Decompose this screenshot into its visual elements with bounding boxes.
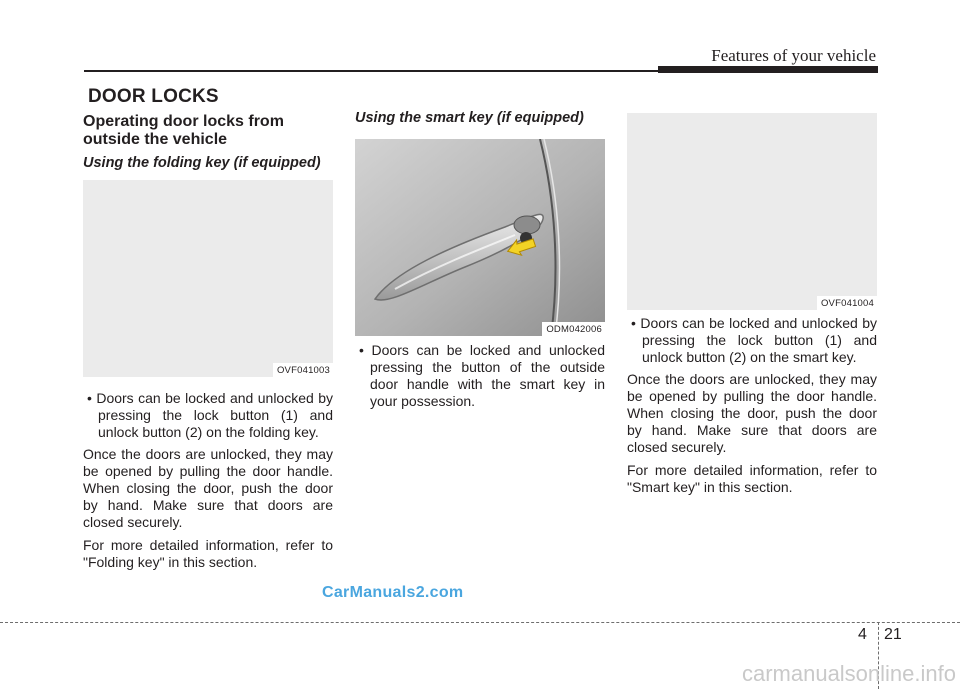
heading-operating-door-locks: Operating door locks from outside the vehicle bbox=[83, 113, 284, 148]
column-smart-key-buttons bbox=[627, 113, 877, 502]
subheading-folding-key: Using the folding key (if equipped) bbox=[83, 155, 321, 171]
paragraph-unlock-info: Once the doors are unlocked, they may be opened by pulling the door handle. When closing the door, push the door by hand. Make sure that doors are closed securely. bbox=[627, 371, 877, 455]
subheading-smart-key: Using the smart key (if equipped) bbox=[355, 110, 584, 126]
page-header-title: Features of your vehicle bbox=[711, 46, 876, 65]
door-handle-image bbox=[355, 139, 605, 336]
bullet-text: Doors can be locked and unlocked by pressing the lock button (1) and unlock button (2) on the smart key. bbox=[640, 315, 877, 365]
column-smart-key bbox=[355, 110, 605, 415]
paragraph-unlock-info: Once the doors are unlocked, they may be opened by pulling the door handle. When closing the door, push the door by hand. Make sure that doors are closed securely. bbox=[83, 446, 333, 530]
paragraph-refer: For more detailed information, refer to "Smart key" in this section. bbox=[627, 462, 877, 495]
image-label: OVF041004 bbox=[817, 296, 877, 310]
footer-rule bbox=[0, 622, 960, 623]
watermark-link[interactable]: CarManuals2.com bbox=[322, 584, 464, 601]
bullet-folding-key: • Doors can be locked and unlocked by pressing the lock button (1) and unlock button (2) on the folding key. bbox=[87, 390, 333, 440]
header-rule-accent bbox=[658, 66, 878, 73]
image-label: OVF041003 bbox=[273, 363, 333, 377]
header-rule bbox=[84, 70, 660, 72]
bullet-text: Doors can be locked and unlocked by pressing the lock button (1) and unlock button (2) on the folding key. bbox=[96, 390, 333, 440]
paragraph-refer: For more detailed information, refer to "Folding key" in this section. bbox=[83, 537, 333, 570]
smart-key-image bbox=[627, 113, 877, 310]
bullet-text: Doors can be locked and unlocked pressing the button of the outside door handle with the smart key in your possession. bbox=[370, 342, 605, 409]
image-label: ODM042006 bbox=[542, 322, 605, 336]
chapter-number: 4 bbox=[858, 626, 867, 643]
door-handle-illustration bbox=[355, 139, 605, 336]
column-folding-key bbox=[83, 113, 333, 577]
bullet-smart-key-buttons: • Doors can be locked and unlocked by pressing the lock button (1) and unlock button (2) on the smart key. bbox=[631, 315, 877, 365]
bullet-smart-key-handle: • Doors can be locked and unlocked pressing the button of the outside door handle with the smart key in your possession. bbox=[359, 342, 605, 409]
section-title: DOOR LOCKS bbox=[88, 86, 219, 107]
folding-key-image bbox=[83, 180, 333, 377]
footer-watermark: carmanualsonline.info bbox=[741, 661, 956, 686]
page-number: 21 bbox=[884, 626, 902, 643]
